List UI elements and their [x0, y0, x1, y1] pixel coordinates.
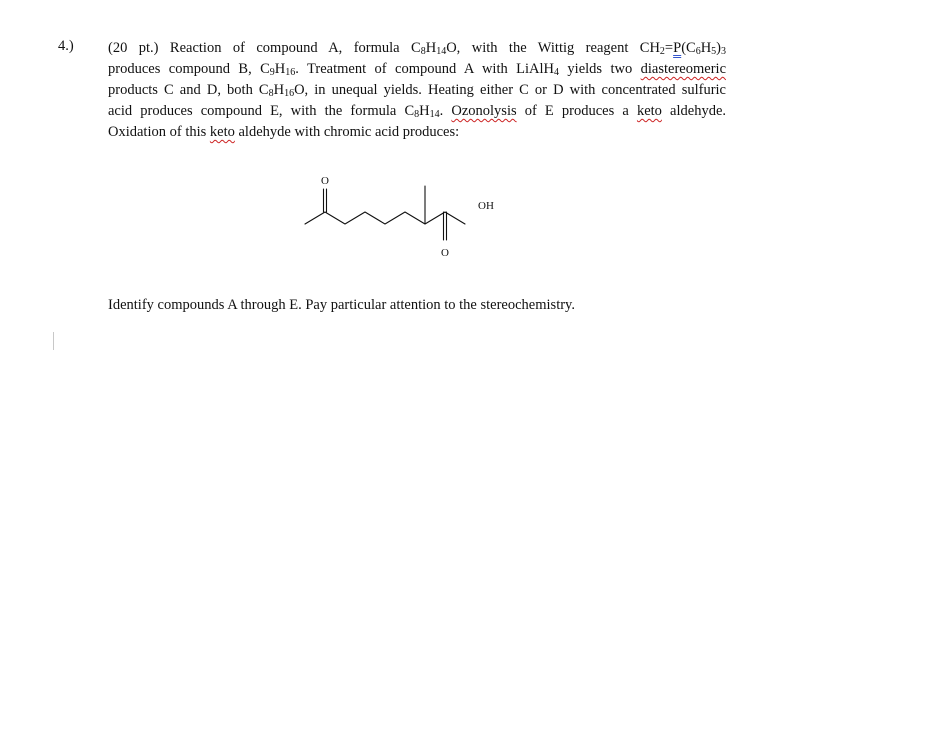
subscript: 8: [414, 109, 420, 120]
text-run: ): [716, 40, 722, 56]
text-run: (C: [681, 40, 696, 56]
grammar-flag-p: P: [673, 40, 682, 56]
subscript: 14: [429, 109, 440, 120]
keto-acid-structure: [295, 172, 535, 267]
subscript: 16: [285, 67, 296, 78]
spell-flag-keto: keto: [636, 103, 662, 119]
subscript: 8: [420, 46, 426, 57]
question-line-5: [108, 122, 726, 143]
subscript: 3: [721, 46, 727, 57]
text-run: Reaction of compound A, formula C: [169, 40, 421, 56]
subscript: 2: [659, 46, 665, 57]
text-run: acid produces compound E, with the formula C: [108, 103, 415, 119]
carbon-chain: [305, 212, 465, 224]
text-run: yields two: [559, 61, 641, 77]
text-run: aldehyde.: [661, 103, 727, 119]
text-run: produces compound B, C: [108, 61, 270, 77]
question-points: (20 pt.): [108, 40, 159, 56]
spell-flag-keto: keto: [209, 124, 235, 140]
text-run: Oxidation of this: [108, 124, 210, 140]
question-line-3: [108, 80, 726, 101]
hydroxyl-label: OH: [478, 200, 494, 212]
spell-flag-diastereomeric: diastereomeric: [640, 61, 726, 77]
question-line-2: [108, 59, 726, 80]
subscript: 8: [268, 88, 274, 99]
ketone-oxygen-label: O: [321, 175, 329, 187]
text-run: O, in unequal yields. Heating either C or D with concentrated sulfuric: [294, 82, 726, 98]
text-run: H: [274, 61, 286, 77]
text-run: . Treatment of compound A with LiAlH: [295, 61, 555, 77]
text-run: =: [664, 40, 674, 56]
text-run: of E produces a: [516, 103, 637, 119]
text-run: .: [439, 103, 452, 119]
text-cursor: [53, 332, 54, 350]
text-run: H: [273, 82, 285, 98]
text-run: H: [419, 103, 430, 119]
text-run: H: [425, 40, 437, 56]
subscript: 16: [284, 88, 295, 99]
question-line-4: [108, 101, 726, 122]
subscript: 6: [695, 46, 701, 57]
question-body: [108, 38, 726, 143]
question-line-1: [108, 38, 726, 59]
spell-flag-ozonolysis: Ozonolysis: [451, 103, 517, 119]
text-run: O, with the Wittig reagent CH: [446, 40, 660, 56]
question-number: 4.): [58, 38, 74, 54]
acid-oxygen-label: O: [441, 247, 449, 259]
instruction-text: Identify compounds A through E. Pay particular attention to the stereochemistry.: [108, 297, 575, 313]
subscript: 4: [554, 67, 560, 78]
text-run: H: [700, 40, 712, 56]
subscript: 5: [711, 46, 717, 57]
text-run: products C and D, both C: [108, 82, 269, 98]
subscript: 14: [436, 46, 447, 57]
subscript: 9: [269, 67, 275, 78]
text-run: aldehyde with chromic acid produces:: [234, 124, 460, 140]
